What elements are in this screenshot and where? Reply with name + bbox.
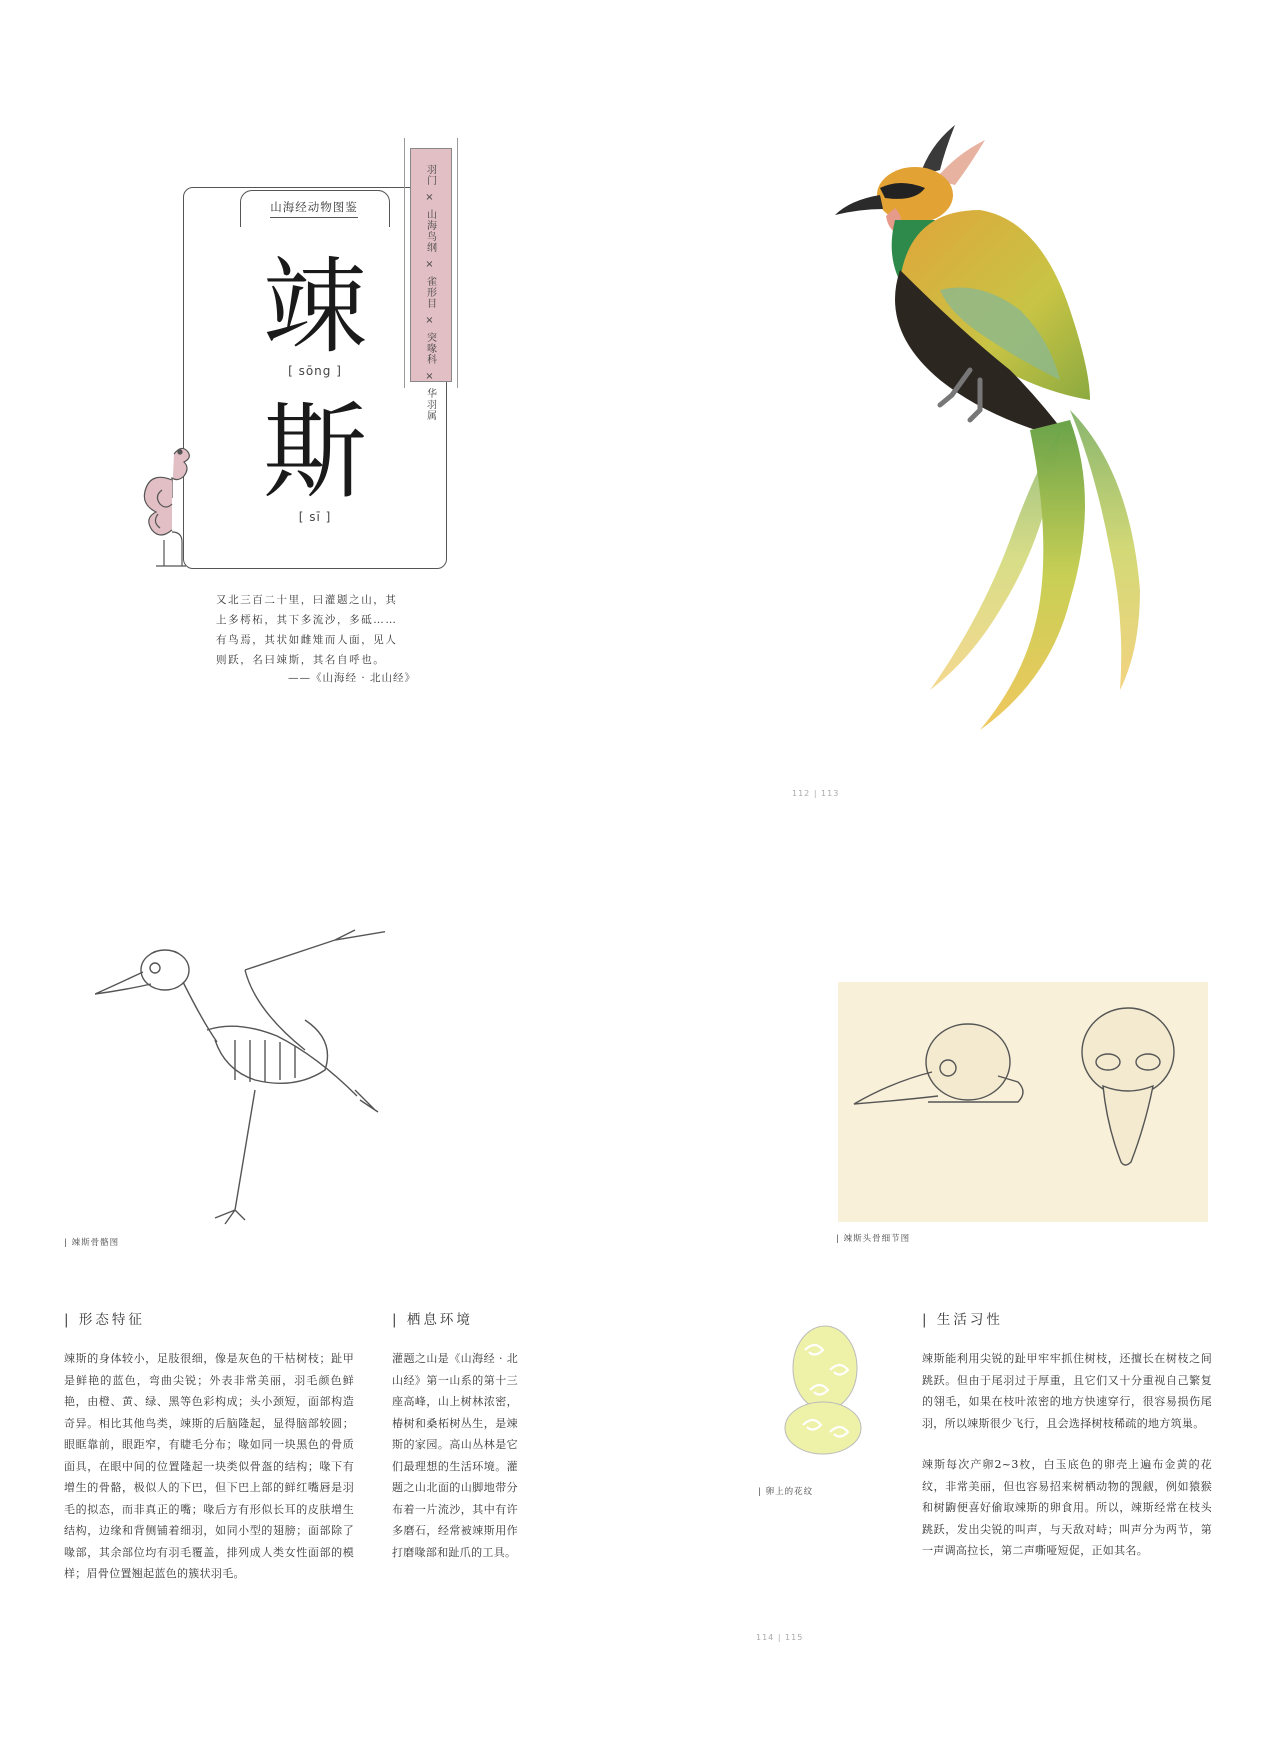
class-separator: ×	[425, 192, 435, 203]
pink-bird-emblem-icon	[138, 440, 198, 570]
quote-line: 有鸟焉，其状如雌雉而人面，见人	[216, 634, 398, 646]
quote-source: ——《山海经 · 北山经》	[287, 672, 416, 684]
class-separator: ×	[425, 259, 435, 270]
title-char-1: 竦	[262, 246, 367, 368]
egg-caption: | 卵上的花纹	[758, 1487, 814, 1497]
section-title-habits: | 生活习性	[922, 1312, 1003, 1328]
class-door: 羽门	[424, 164, 436, 186]
skeleton-caption: | 竦斯骨骼图	[64, 1238, 120, 1248]
title-char-2: 斯	[262, 391, 367, 513]
quote-line: 又北三百二十里，曰灌题之山，其	[216, 594, 398, 606]
series-title: 山海经动物图鉴	[240, 199, 388, 215]
songsi-bird-illustration	[820, 120, 1240, 740]
section-body-habits: 竦斯能利用尖锐的趾甲牢牢抓住树枝，还擅长在树枝之间跳跃。但由于尾羽过于厚重，且它们又十分重视自己繁复的翎毛，如果在枝叶浓密的地方快速穿行，很容易损伤尾羽，所以竦斯很少飞行，且会选择树枝稀疏的地方筑巢。	[922, 1352, 1212, 1430]
section-body-morphology: 竦斯的身体较小，足肢很细，像是灰色的干枯树枝；趾甲是鲜艳的蓝色，弯曲尖锐；外表非常美丽，羽毛颜色鲜艳，由橙、黄、绿、黑等色彩构成；头小颈短，面部构造奇异。相比其他鸟类，竦斯的后脑隆起，显得脑部较圆；眼眶靠前，眼距窄，有睫毛分布；喙如同一块黑色的骨质面具，在眼中间的位置隆起一块类似骨盔的结构；喙下有增生的骨骼，极似人的下巴，但下巴上部的鲜红嘴唇是羽毛的拟态，而非真正的嘴；喙后方有形似长耳的皮肤增生结构，边缘和背侧铺着细羽，如同小型的翅膀；面部除了喙部，其余部位均有羽毛覆盖，排列成人类女性面部的模样；眉骨位置翘起蓝色的簇状羽毛。	[64, 1352, 354, 1580]
page-numbers: 112 | 113	[792, 789, 840, 798]
skull-detail-illustration	[838, 982, 1208, 1222]
title-char-2-pinyin: [ sī ]	[298, 510, 332, 524]
skeleton-illustration	[95, 910, 385, 1230]
divider-right	[457, 138, 458, 388]
skull-caption: | 竦斯头骨细节图	[836, 1234, 911, 1244]
class-class: 山海鸟纲	[424, 209, 436, 253]
section-title-morphology: | 形态特征	[64, 1312, 145, 1328]
section-body-habits-2: 竦斯每次产卵2~3枚，白玉底色的卵壳上遍布金黄的花纹，非常美丽，但也容易招来树栖动物的觊觎，例如猿猴和树鼩便喜好偷取竦斯的卵食用。所以，竦斯经常在枝头跳跃，发出尖锐的叫声，与天敌对峙；叫声分为两节，第一声调高拉长，第二声嘶哑短促，正如其名。	[922, 1458, 1212, 1557]
eggs-illustration	[775, 1320, 875, 1460]
classification-list	[410, 164, 450, 427]
class-separator: ×	[425, 371, 435, 382]
title-char-1-pinyin: [ sōng ]	[288, 364, 342, 378]
class-genus: 华羽属	[424, 388, 436, 421]
section-body-habitat: 灌题之山是《山海经 · 北山经》第一山系的第十三座高峰，山上树林浓密，椿树和桑柘树丛生，是竦斯的家园。高山丛林是它们最理想的生活环境。灌题之山北面的山脚地带分布着一片流沙，其中有许多磨石，经常被竦斯用作打磨喙部和趾爪的工具。	[392, 1352, 518, 1559]
divider-left	[404, 138, 405, 388]
class-family: 突喙科	[424, 332, 436, 365]
class-order: 雀形目	[424, 276, 436, 309]
section-title-habitat: | 栖息环境	[392, 1312, 473, 1328]
classic-quote	[216, 590, 416, 670]
quote-line: 则跃，名曰竦斯，其名自呼也。	[216, 654, 386, 666]
quote-line: 上多樗柘，其下多流沙，多砥……	[216, 614, 398, 626]
class-separator: ×	[425, 315, 435, 326]
page-numbers: 114 | 115	[756, 1633, 804, 1642]
